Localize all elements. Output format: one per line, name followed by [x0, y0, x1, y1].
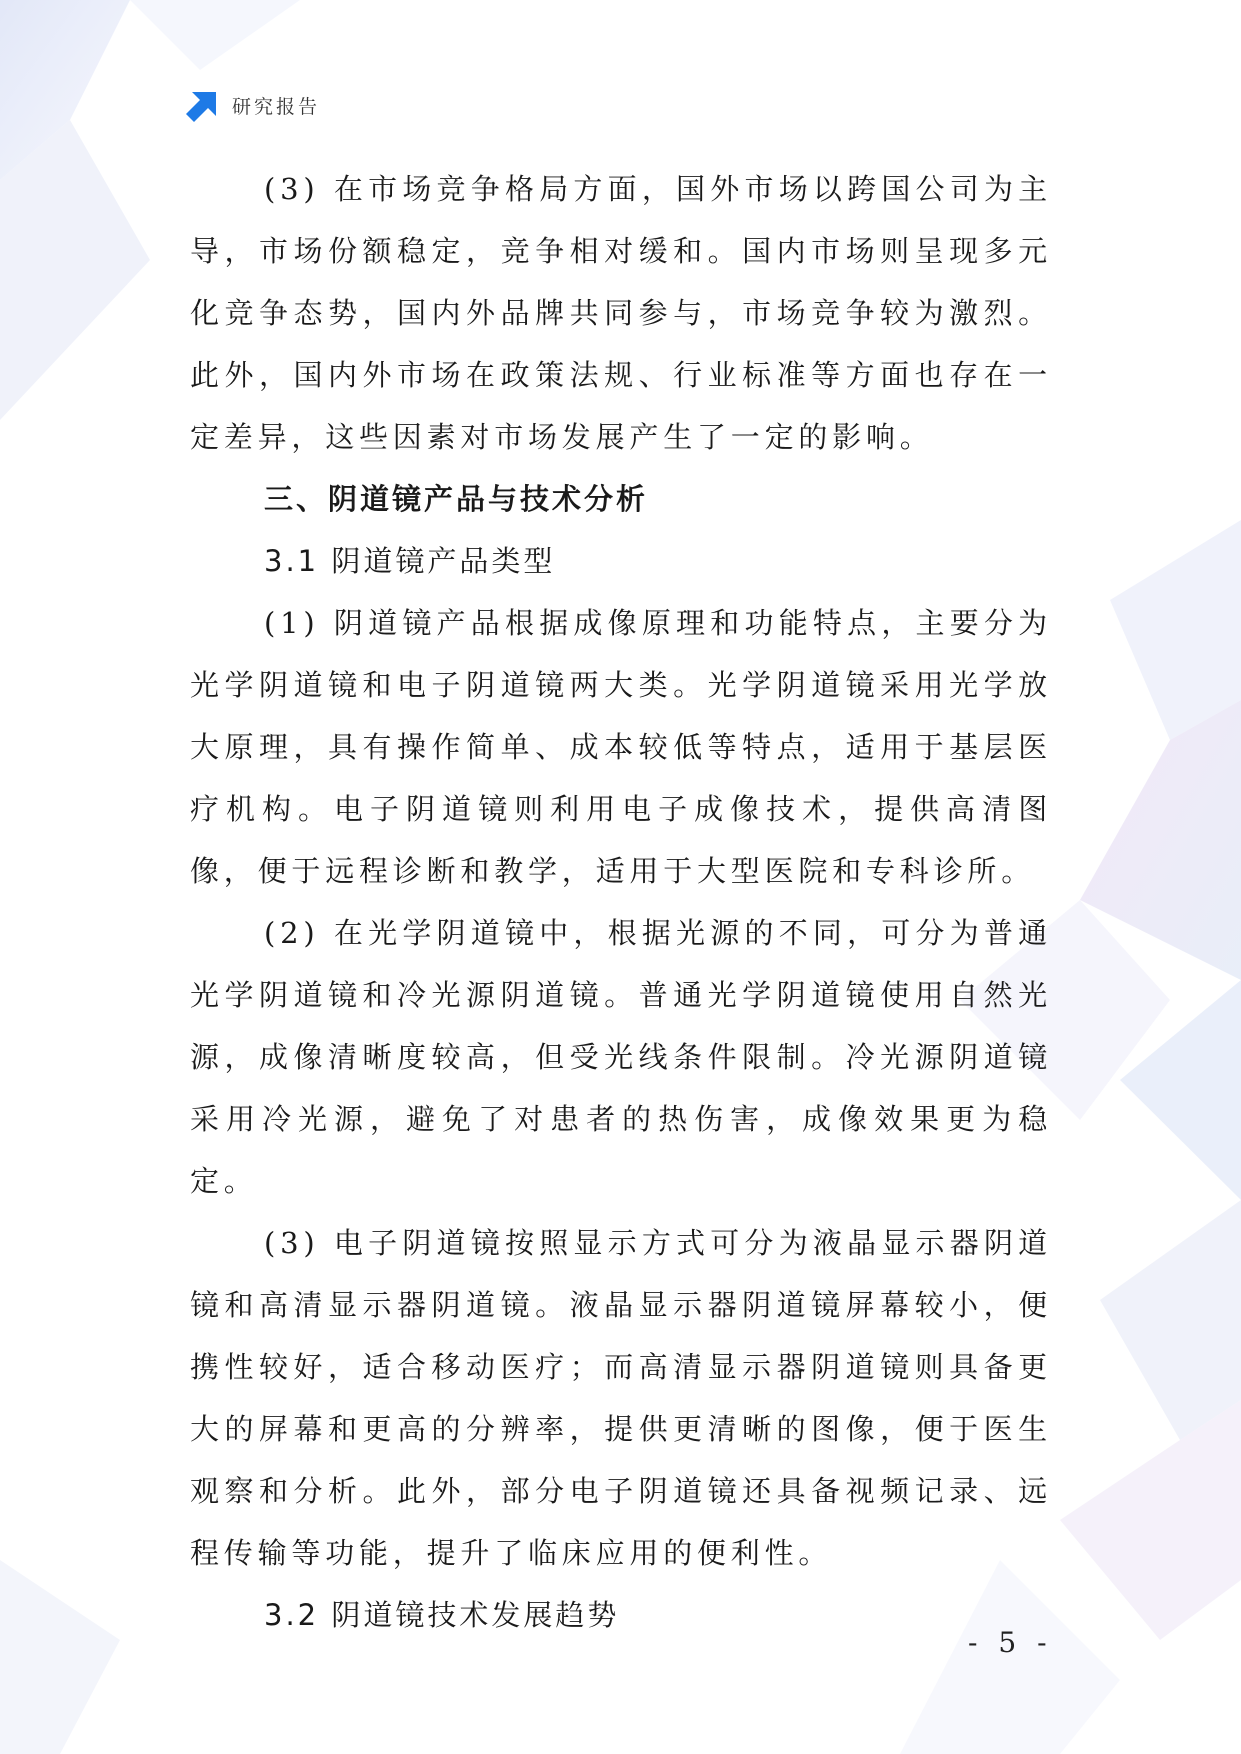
paragraph-market-competition: (3) 在市场竞争格局方面，国外市场以跨国公司为主导，市场份额稳定，竞争相对缓和。国内市场则呈现多元化竞争态势，国内外品牌共同参与，市场竞争较为激烈。此外，国内外市场在政策法规、行业标准等方面也存在一定差异，这些因素对市场发展产生了一定的影响。 [190, 172, 1052, 454]
section-heading: 三、阴道镜产品与技术分析 [264, 482, 649, 516]
subsection-heading-3-2: 3.2 阴道镜技术发展趋势 [264, 1598, 620, 1632]
page-number: - 5 - [968, 1626, 1053, 1659]
report-header [186, 88, 320, 122]
document-body [190, 158, 1052, 1646]
header-brand-label: 研究报告 [232, 95, 321, 118]
paragraph-optical-colposcope: (2) 在光学阴道镜中，根据光源的不同，可分为普通光学阴道镜和冷光源阴道镜。普通光学阴道镜使用自然光源，成像清晰度较高，但受光线条件限制。冷光源阴道镜采用冷光源，避免了对患者的热伤害，成像效果更为稳定。 [190, 916, 1052, 1198]
paragraph-electronic-colposcope: (3) 电子阴道镜按照显示方式可分为液晶显示器阴道镜和高清显示器阴道镜。液晶显示器阴道镜屏幕较小，便携性较好，适合移动医疗；而高清显示器阴道镜则具备更大的屏幕和更高的分辨率，提供更清晰的图像，便于医生观察和分析。此外，部分电子阴道镜还具备视频记录、远程传输等功能，提升了临床应用的便利性。 [190, 1226, 1052, 1570]
arrow-up-right-icon [186, 88, 220, 122]
paragraph-product-types: (1) 阴道镜产品根据成像原理和功能特点，主要分为光学阴道镜和电子阴道镜两大类。光学阴道镜采用光学放大原理，具有操作简单、成本较低等特点，适用于基层医疗机构。电子阴道镜则利用电子成像技术，提供高清图像，便于远程诊断和教学，适用于大型医院和专科诊所。 [190, 606, 1052, 888]
subsection-heading-3-1: 3.1 阴道镜产品类型 [264, 544, 556, 578]
